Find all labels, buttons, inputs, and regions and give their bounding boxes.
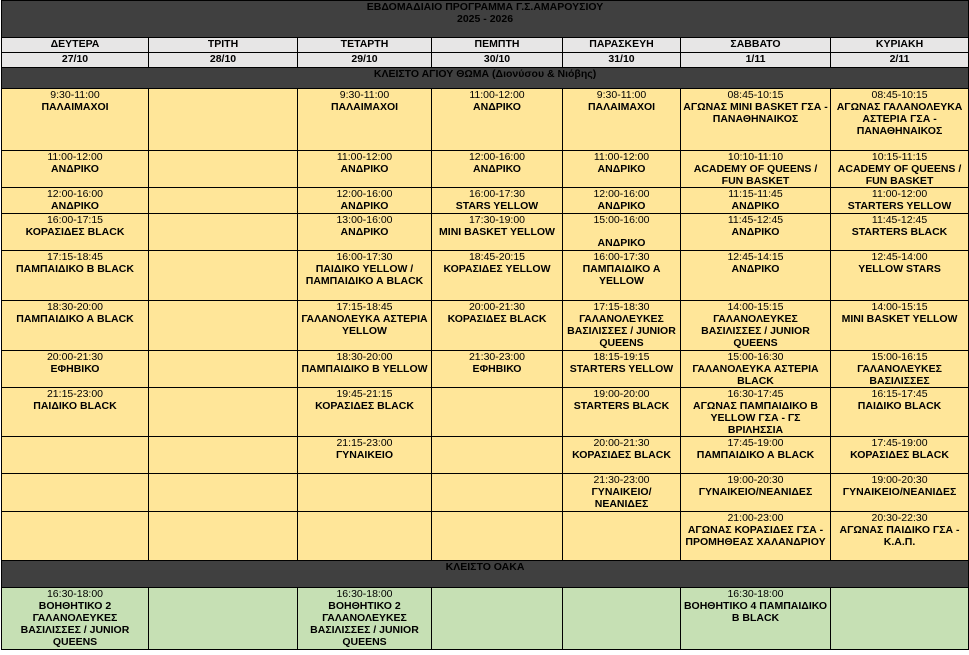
session-entry: [434, 214, 560, 238]
session-team: ΕΦΗΒΙΚΟ: [472, 363, 522, 375]
session-team: ΑΝΔΡΙΚΟ: [473, 163, 521, 175]
title-row: [2, 1, 969, 38]
dates-row: [2, 53, 969, 68]
session-time: 19:00-20:00: [593, 388, 650, 400]
day-date: 30/10: [432, 53, 563, 68]
schedule-cell: [149, 214, 298, 251]
schedule-cell: [2, 388, 149, 437]
session-time: 9:30-11:00: [339, 89, 390, 101]
schedule-cell: [298, 188, 432, 214]
session-time: 21:30-23:00: [593, 474, 650, 486]
session-entry: [4, 188, 146, 212]
session-entry: [4, 214, 146, 238]
session-team: ΑΓΩΝΑΣ ΠΑΙΔΙΚΟ ΓΣΑ - Κ.Α.Π.: [839, 524, 960, 548]
schedule-cell: [831, 214, 969, 251]
session-entry: [565, 214, 678, 249]
day-name: ΔΕΥΤΕΡΑ: [2, 38, 149, 53]
schedule-cell: [2, 512, 149, 561]
schedule-cell: [2, 214, 149, 251]
session-entry: [4, 89, 146, 113]
schedule-cell: [432, 151, 563, 188]
schedule-title-line2: 2025 - 2026: [457, 13, 514, 25]
session-team: ΚΟΡΑΣΙΔΕΣ YELLOW: [443, 263, 551, 275]
session-time: 11:00-12:00: [871, 188, 928, 200]
schedule-cell: [2, 151, 149, 188]
session-entry: [300, 437, 429, 461]
session-team: ΑΓΩΝΑΣ MINI BASKET ΓΣΑ - ΠΑΝΑΘΗΝΑΙΚΟΣ: [683, 101, 828, 125]
session-entry: [565, 474, 678, 510]
session-entry: [4, 351, 146, 375]
day-name: ΠΕΜΠΤΗ: [432, 38, 563, 53]
day-date: 2/11: [831, 53, 969, 68]
session-entry: [683, 301, 828, 349]
session-team: ΑΓΩΝΑΣ ΠΑΜΠΑΙΔΙΚΟ Β YELLOW ΓΣΑ - ΓΣ ΒΡΙΛΗΣΣΙΑ: [693, 400, 818, 436]
session-entry: [833, 251, 966, 275]
schedule-cell: [681, 474, 831, 512]
schedule-cell: [563, 474, 681, 512]
session-time: 08:45-10:15: [727, 89, 784, 101]
session-time: 15:00-16:00: [593, 214, 650, 226]
schedule-table: [1, 0, 969, 650]
session-entry: [833, 89, 966, 137]
session-time: 10:15-11:15: [871, 151, 928, 163]
schedule-cell: [681, 351, 831, 388]
session-time: 17:15-18:45: [46, 251, 104, 263]
session-entry: [4, 151, 146, 175]
session-entry: [434, 89, 560, 113]
schedule-cell: [2, 188, 149, 214]
schedule-cell: [563, 151, 681, 188]
schedule-cell: [831, 251, 969, 301]
schedule-cell: [149, 588, 298, 650]
schedule-cell: [563, 512, 681, 561]
schedule-cell: [432, 188, 563, 214]
schedule-cell: [563, 89, 681, 151]
session-time: 11:45-12:45: [727, 214, 784, 226]
schedule-row: [2, 388, 969, 437]
session-time: 20:30-22:30: [871, 512, 928, 524]
session-entry: [683, 512, 828, 548]
day-name: ΚΥΡΙΑΚΗ: [831, 38, 969, 53]
session-entry: [565, 388, 678, 412]
schedule-cell: [563, 301, 681, 351]
session-entry: [565, 251, 678, 287]
schedule-cell: [149, 251, 298, 301]
session-team: STARTERS YELLOW: [847, 200, 952, 212]
schedule-cell: [681, 214, 831, 251]
cell-spacer: [565, 226, 678, 237]
schedule-cell: [681, 188, 831, 214]
schedule-cell: [563, 251, 681, 301]
schedule-cell: [681, 301, 831, 351]
day-name: ΤΕΤΑΡΤΗ: [298, 38, 432, 53]
session-time: 18:30-20:00: [46, 301, 104, 313]
session-team: ΕΦΗΒΙΚΟ: [50, 363, 100, 375]
session-time: 17:15-18:30: [593, 301, 650, 313]
day-names-row: [2, 38, 969, 53]
session-team: ΑΓΩΝΑΣ ΓΑΛΑΝΟΛΕΥΚΑ ΑΣΤΕΡΙΑ ΓΣΑ - ΠΑΝΑΘΗΝΑΙΚΟΣ: [836, 101, 963, 137]
session-time: 9:30-11:00: [596, 89, 647, 101]
schedule-cell: [2, 89, 149, 151]
session-team: ΠΑΜΠΑΙΔΙΚΟ Α BLACK: [16, 313, 134, 325]
session-team: ΓΑΛΑΝΟΛΕΥΚΕΣ ΒΑΣΙΛΙΣΣΕΣ / JUNIOR QUEENS: [567, 313, 676, 349]
session-entry: [434, 301, 560, 325]
session-team: ΒΟΗΘΗΤΙΚΟ 4 ΠΑΜΠΑΙΔΙΚΟ Β BLACK: [683, 600, 828, 624]
session-team: ΓΑΛΑΝΟΛΕΥΚΕΣ ΒΑΣΙΛΙΣΣΕΣ: [857, 363, 942, 387]
session-time: 16:30-17:45: [727, 388, 784, 400]
schedule-cell: [149, 512, 298, 561]
session-team: ΠΑΙΔΙΚΟ YELLOW / ΠΑΜΠΑΙΔΙΚΟ Α BLACK: [305, 263, 424, 287]
session-entry: [683, 437, 828, 461]
session-entry: [300, 89, 429, 113]
session-entry: [300, 388, 429, 412]
session-entry: [4, 388, 146, 412]
session-time: 20:00-21:30: [46, 351, 104, 363]
schedule-cell: [831, 188, 969, 214]
session-time: 19:45-21:15: [336, 388, 393, 400]
venue-header-row: [2, 68, 969, 89]
schedule-cell: [2, 301, 149, 351]
session-time: 11:00-12:00: [593, 151, 650, 163]
session-time: 16:00-17:15: [46, 214, 104, 226]
schedule-cell: [2, 437, 149, 474]
session-team: STARTERS BLACK: [573, 400, 670, 412]
schedule-cell: [681, 151, 831, 188]
session-entry: [683, 474, 828, 498]
venue-title: ΚΛΕΙΣΤΟ ΟΑΚΑ: [2, 561, 969, 588]
schedule-cell: [831, 474, 969, 512]
session-entry: [565, 301, 678, 349]
session-entry: [434, 251, 560, 275]
session-team: STARTERS BLACK: [851, 226, 948, 238]
session-entry: [300, 588, 429, 648]
day-date: 31/10: [563, 53, 681, 68]
schedule-cell: [681, 588, 831, 650]
venue-title: ΚΛΕΙΣΤΟ ΑΓΙΟΥ ΘΩΜΑ (Διονύσου & Νιόβης): [2, 68, 969, 89]
session-entry: [434, 188, 560, 212]
session-entry: [833, 188, 966, 212]
session-time: 21:30-23:00: [468, 351, 526, 363]
session-entry: [683, 388, 828, 436]
session-team: ΑΓΩΝΑΣ ΚΟΡΑΣΙΔΕΣ ΓΣΑ - ΠΡΟΜΗΘΕΑΣ ΧΑΛΑΝΔΡΙΟΥ: [685, 524, 826, 548]
session-time: 16:30-18:00: [46, 588, 104, 600]
session-time: 17:45-19:00: [727, 437, 784, 449]
session-time: 20:00-21:30: [593, 437, 650, 449]
schedule-row: [2, 188, 969, 214]
session-entry: [565, 437, 678, 461]
session-time: 16:30-18:00: [727, 588, 784, 600]
session-time: 18:30-20:00: [336, 351, 393, 363]
session-entry: [683, 251, 828, 275]
session-team: ΑΝΔΡΙΚΟ: [340, 226, 389, 238]
session-team: ΠΑΛΑΙΜΑΧΟΙ: [41, 101, 109, 113]
session-time: 21:15-23:00: [336, 437, 393, 449]
session-team: ΒΟΗΘΗΤΙΚΟ 2 ΓΑΛΑΝΟΛΕΥΚΕΣ ΒΑΣΙΛΙΣΣΕΣ / JUNIOR QUEENS: [20, 600, 130, 648]
schedule-cell: [149, 188, 298, 214]
schedule-row: [2, 214, 969, 251]
schedule-row: [2, 437, 969, 474]
session-team: ACADEMY OF QUEENS / FUN BASKET: [837, 163, 962, 187]
session-team: ΑΝΔΡΙΚΟ: [731, 226, 780, 238]
session-entry: [300, 351, 429, 375]
session-time: 16:00-17:30: [593, 251, 650, 263]
session-team: ΠΑΙΔΙΚΟ BLACK: [33, 400, 117, 412]
session-team: ΚΟΡΑΣΙΔΕΣ BLACK: [850, 449, 949, 461]
session-time: 12:45-14:15: [727, 251, 784, 263]
session-team: YELLOW STARS: [858, 263, 941, 275]
session-team: ΑΝΔΡΙΚΟ: [51, 200, 99, 212]
session-entry: [565, 188, 678, 212]
session-team: ΠΑΜΠΑΙΔΙΚΟ Β YELLOW: [301, 363, 428, 375]
schedule-cell: [298, 512, 432, 561]
session-team: ΒΟΗΘΗΤΙΚΟ 2 ΓΑΛΑΝΟΛΕΥΚΕΣ ΒΑΣΙΛΙΣΣΕΣ / JUNIOR QUEENS: [310, 600, 419, 648]
session-team: MINI BASKET YELLOW: [841, 313, 958, 325]
schedule-cell: [432, 351, 563, 388]
session-entry: [565, 151, 678, 175]
session-time: 21:15-23:00: [46, 388, 104, 400]
session-entry: [683, 588, 828, 624]
schedule-cell: [432, 251, 563, 301]
session-time: 19:00-20:30: [727, 474, 784, 486]
session-entry: [833, 301, 966, 325]
session-entry: [4, 251, 146, 275]
session-time: 16:15-17:45: [871, 388, 928, 400]
session-time: 11:00-12:00: [47, 151, 103, 163]
schedule-title: [2, 1, 969, 38]
schedule-cell: [149, 351, 298, 388]
day-name: ΠΑΡΑΣΚΕΥΗ: [563, 38, 681, 53]
schedule-cell: [2, 588, 149, 650]
session-team: ΚΟΡΑΣΙΔΕΣ BLACK: [447, 313, 547, 325]
schedule-cell: [831, 351, 969, 388]
session-team: STARTERS YELLOW: [569, 363, 674, 375]
session-team: ΠΑΜΠΑΙΔΙΚΟ Α YELLOW: [582, 263, 661, 287]
session-entry: [4, 301, 146, 325]
session-time: 21:00-23:00: [727, 512, 784, 524]
schedule-cell: [432, 89, 563, 151]
schedule-cell: [432, 588, 563, 650]
schedule-cell: [563, 437, 681, 474]
schedule-cell: [831, 388, 969, 437]
session-team: MINI BASKET YELLOW: [439, 226, 555, 238]
schedule-row: [2, 588, 969, 650]
session-time: 17:45-19:00: [871, 437, 928, 449]
session-time: 12:45-14:00: [871, 251, 928, 263]
session-team: ΚΟΡΑΣΙΔΕΣ BLACK: [315, 400, 414, 412]
session-team: ΑΝΔΡΙΚΟ: [51, 163, 99, 175]
schedule-cell: [563, 388, 681, 437]
session-team: ΑΝΔΡΙΚΟ: [473, 101, 521, 113]
schedule-cell: [681, 251, 831, 301]
session-entry: [833, 214, 966, 238]
session-team: ΑΝΔΡΙΚΟ: [340, 163, 389, 175]
session-team: STARS YELLOW: [455, 200, 539, 212]
session-entry: [300, 251, 429, 287]
schedule-cell: [149, 388, 298, 437]
schedule-cell: [681, 512, 831, 561]
schedule-cell: [563, 588, 681, 650]
schedule-cell: [298, 588, 432, 650]
session-time: 13:00-16:00: [336, 214, 393, 226]
venue-header-row: [2, 561, 969, 588]
session-entry: [300, 301, 429, 337]
session-time: 11:15-11:45: [728, 188, 783, 200]
day-date: 1/11: [681, 53, 831, 68]
schedule-cell: [149, 437, 298, 474]
session-entry: [683, 214, 828, 238]
session-team: ΓΥΝΑΙΚΕΙΟ/ΝΕΑΝΙΔΕΣ: [842, 486, 957, 498]
schedule-row: [2, 301, 969, 351]
session-team: ΑΝΔΡΙΚΟ: [597, 237, 646, 249]
schedule-row: [2, 151, 969, 188]
session-time: 17:15-18:45: [336, 301, 393, 313]
session-time: 12:00-16:00: [593, 188, 650, 200]
session-team: ΠΑΜΠΑΙΔΙΚΟ Β BLACK: [16, 263, 134, 275]
schedule-cell: [432, 437, 563, 474]
schedule-cell: [831, 588, 969, 650]
schedule-cell: [432, 388, 563, 437]
session-team: ΠΑΙΔΙΚΟ BLACK: [857, 400, 942, 412]
session-entry: [565, 351, 678, 375]
session-team: ΓΥΝΑΙΚΕΙΟ/ΝΕΑΝΙΔΕΣ: [698, 486, 813, 498]
session-team: ΑΝΔΡΙΚΟ: [731, 200, 780, 212]
session-team: ΚΟΡΑΣΙΔΕΣ BLACK: [572, 449, 671, 461]
session-team: ΑΝΔΡΙΚΟ: [340, 200, 389, 212]
session-time: 16:00-17:30: [468, 188, 526, 200]
session-entry: [833, 351, 966, 387]
schedule-cell: [298, 151, 432, 188]
session-team: ΑΝΔΡΙΚΟ: [597, 200, 646, 212]
session-time: 18:15-19:15: [593, 351, 650, 363]
schedule-cell: [563, 188, 681, 214]
session-entry: [434, 151, 560, 175]
session-team: ΠΑΜΠΑΙΔΙΚΟ Α BLACK: [696, 449, 815, 461]
schedule-cell: [432, 474, 563, 512]
session-time: 11:45-12:45: [871, 214, 928, 226]
session-entry: [683, 89, 828, 125]
session-team: ΓΑΛΑΝΟΛΕΥΚΑ ΑΣΤΕΡΙΑ BLACK: [692, 363, 819, 387]
schedule-cell: [2, 351, 149, 388]
session-time: 11:00-12:00: [469, 89, 525, 101]
session-time: 9:30-11:00: [50, 89, 100, 101]
session-entry: [683, 351, 828, 387]
session-team: ΚΟΡΑΣΙΔΕΣ BLACK: [25, 226, 125, 238]
session-time: 15:00-16:30: [727, 351, 784, 363]
session-entry: [565, 89, 678, 113]
session-entry: [833, 437, 966, 461]
schedule-cell: [432, 214, 563, 251]
session-time: 16:30-18:00: [336, 588, 393, 600]
session-time: 15:00-16:15: [871, 351, 928, 363]
session-team: ΓΥΝΑΙΚΕΙΟ: [335, 449, 394, 461]
session-team: ΓΑΛΑΝΟΛΕΥΚΕΣ ΒΑΣΙΛΙΣΣΕΣ / JUNIOR QUEENS: [701, 313, 810, 349]
session-entry: [4, 588, 146, 648]
session-time: 12:00-16:00: [468, 151, 526, 163]
schedule-cell: [149, 151, 298, 188]
session-entry: [683, 151, 828, 187]
schedule-cell: [831, 437, 969, 474]
schedule-cell: [432, 512, 563, 561]
session-team: ΠΑΛΑΙΜΑΧΟΙ: [330, 101, 399, 113]
day-date: 27/10: [2, 53, 149, 68]
session-time: 10:10-11:10: [727, 151, 784, 163]
schedule-cell: [831, 89, 969, 151]
schedule-cell: [298, 251, 432, 301]
schedule-cell: [298, 388, 432, 437]
session-entry: [434, 351, 560, 375]
day-name: ΤΡΙΤΗ: [149, 38, 298, 53]
session-team: ΓΥΝΑΙΚΕΙΟ/ΝΕΑΝΙΔΕΣ: [591, 486, 652, 510]
schedule-cell: [563, 214, 681, 251]
schedule-cell: [298, 437, 432, 474]
session-time: 18:45-20:15: [468, 251, 526, 263]
session-entry: [833, 388, 966, 412]
session-entry: [300, 151, 429, 175]
schedule-row: [2, 512, 969, 561]
session-team: ΑΝΔΡΙΚΟ: [597, 163, 646, 175]
schedule-cell: [298, 301, 432, 351]
schedule-row: [2, 474, 969, 512]
schedule-cell: [681, 437, 831, 474]
session-entry: [300, 188, 429, 212]
schedule-row: [2, 89, 969, 151]
schedule-cell: [149, 89, 298, 151]
session-entry: [300, 214, 429, 238]
session-entry: [683, 188, 828, 212]
session-time: 08:45-10:15: [871, 89, 928, 101]
session-team: ΑΝΔΡΙΚΟ: [731, 263, 780, 275]
session-time: 20:00-21:30: [468, 301, 526, 313]
session-entry: [833, 151, 966, 187]
schedule-cell: [831, 301, 969, 351]
schedule-cell: [298, 214, 432, 251]
schedule-cell: [563, 351, 681, 388]
schedule-cell: [681, 89, 831, 151]
session-time: 11:00-12:00: [336, 151, 393, 163]
schedule-cell: [149, 301, 298, 351]
session-team: ACADEMY OF QUEENS / FUN BASKET: [693, 163, 818, 187]
session-time: 14:00-15:15: [727, 301, 784, 313]
schedule-cell: [681, 388, 831, 437]
session-time: 17:30-19:00: [468, 214, 526, 226]
session-team: ΠΑΛΑΙΜΑΧΟΙ: [587, 101, 656, 113]
session-entry: [833, 512, 966, 548]
schedule-cell: [298, 351, 432, 388]
schedule-cell: [149, 474, 298, 512]
schedule-title-line1: ΕΒΔΟΜΑΔΙΑΙΟ ΠΡΟΓΡΑΜΜΑ Γ.Σ.ΑΜΑΡΟΥΣΙΟΥ: [366, 1, 604, 13]
schedule-cell: [2, 251, 149, 301]
schedule-row: [2, 351, 969, 388]
schedule-cell: [831, 512, 969, 561]
schedule-cell: [831, 151, 969, 188]
schedule-cell: [432, 301, 563, 351]
session-time: 16:00-17:30: [336, 251, 393, 263]
day-date: 28/10: [149, 53, 298, 68]
session-time: 12:00-16:00: [336, 188, 393, 200]
session-time: 12:00-16:00: [46, 188, 104, 200]
schedule-cell: [298, 474, 432, 512]
schedule-cell: [298, 89, 432, 151]
schedule-row: [2, 251, 969, 301]
session-entry: [833, 474, 966, 498]
day-name: ΣΑΒΒΑΤΟ: [681, 38, 831, 53]
session-time: 14:00-15:15: [871, 301, 928, 313]
session-team: ΓΑΛΑΝΟΛΕΥΚΑ ΑΣΤΕΡΙΑ YELLOW: [301, 313, 428, 337]
day-date: 29/10: [298, 53, 432, 68]
schedule-cell: [2, 474, 149, 512]
session-time: 19:00-20:30: [871, 474, 928, 486]
